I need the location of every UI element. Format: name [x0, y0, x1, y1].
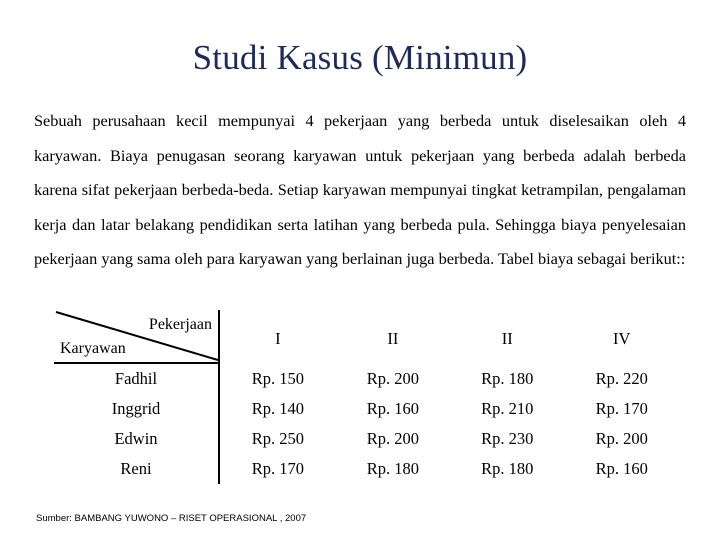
- table-row: [54, 394, 679, 424]
- table-header-row: [54, 310, 679, 363]
- table-row: [54, 454, 679, 484]
- cost-cell: Rp. 220: [595, 368, 648, 388]
- cost-cell: Rp. 150: [251, 368, 304, 388]
- cost-cell: Rp. 160: [366, 399, 419, 418]
- employee-axis-label: Karyawan: [60, 340, 126, 357]
- job-axis-label: Pekerjaan: [148, 316, 212, 333]
- column-header-label: II: [387, 328, 399, 348]
- column-header: [219, 310, 336, 363]
- cost-cell: Rp. 250: [251, 429, 304, 448]
- cost-cell: Rp. 180: [366, 459, 419, 478]
- cost-cell: Rp. 180: [481, 459, 534, 478]
- table-row: [54, 363, 679, 394]
- column-header: [565, 310, 679, 363]
- case-description: Sebuah perusahaan kecil mempunyai 4 pekerjaan yang berbeda untuk diselesaikan oleh 4 karyawan. Biaya penugasan seorang karyawan untuk pekerjaan yang berbeda adalah berbeda karena sifat pekerjaan berbeda-beda. Setiap karyawan mempunyai tingkat ketrampilan, pengalaman kerja dan latar belakang pendidikan serta latihan yang berbeda pula. Sehingga biaya penyelesaian pekerjaan yang sama oleh para karyawan yang berlainan juga berbeda. Tabel biaya sebagai berikut::: [34, 111, 686, 268]
- column-header-label: I: [275, 328, 281, 348]
- cost-cell: Rp. 170: [595, 399, 648, 418]
- employee-name: Reni: [54, 454, 219, 484]
- column-header: [450, 310, 564, 363]
- cost-cell: Rp. 180: [481, 368, 534, 388]
- slide-title: Studi Kasus (Minimun): [192, 38, 528, 77]
- cost-cell: Rp. 170: [251, 459, 304, 478]
- employee-name: Inggrid: [54, 394, 219, 424]
- cost-cell: Rp. 200: [366, 368, 419, 388]
- cost-cell: Rp. 200: [366, 429, 419, 448]
- cost-cell: Rp. 230: [481, 429, 534, 448]
- cost-table: [54, 310, 680, 484]
- cost-cell: Rp. 140: [251, 399, 304, 418]
- column-header: [336, 310, 450, 363]
- source-citation: Sumber: BAMBANG YUWONO – RISET OPERASIONAL , 2007: [36, 513, 307, 524]
- cost-cell: Rp. 210: [481, 399, 534, 418]
- column-header-label: II: [501, 328, 513, 348]
- employee-name: Fadhil: [54, 363, 219, 394]
- cost-cell: Rp. 200: [595, 429, 648, 448]
- table-row: [54, 424, 679, 454]
- employee-name: Edwin: [54, 424, 219, 454]
- corner-header-cell: [54, 310, 219, 363]
- cost-cell: Rp. 160: [595, 459, 648, 478]
- column-header-label: IV: [613, 328, 631, 348]
